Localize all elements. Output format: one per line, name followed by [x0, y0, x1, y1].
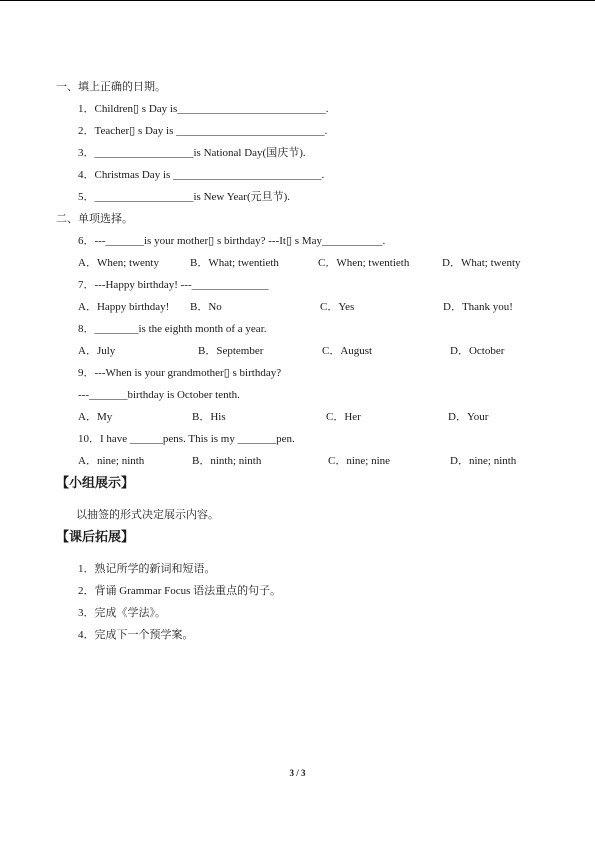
question-10-stem: 10．I have ______pens. This is my _______pen. [78, 433, 295, 445]
after-item-2: 2．背诵 Grammar Focus 语法重点的句子。 [78, 585, 282, 597]
group-text: 以抽签的形式决定展示内容。 [76, 509, 219, 521]
q7-option-b: B．No [190, 301, 222, 313]
section2-title: 二、单项选择。 [56, 213, 133, 225]
question-8-stem: 8．________is the eighth month of a year. [78, 323, 267, 335]
q10-option-a: A．nine; ninth [78, 455, 145, 467]
q10-option-c: C．nine; nine [328, 455, 391, 467]
q7-option-a: A．Happy birthday! [78, 301, 170, 313]
question-7-stem: 7．---Happy birthday! ---______________ [78, 279, 269, 291]
question-9-stem: 9．---When is your grandmother▯ s birthday? [78, 367, 282, 379]
page-number: 3 / 3 [289, 768, 306, 778]
q8-option-a: A．July [78, 345, 116, 357]
after-item-4: 4．完成下一个预学案。 [78, 629, 194, 641]
q9-option-c: C．Her [326, 411, 361, 423]
q6-option-b: B．What; twentieth [190, 257, 279, 269]
q10-option-d: D．nine; ninth [450, 455, 517, 467]
section1-title: 一、填上正确的日期。 [56, 81, 166, 93]
q8-option-b: B．September [198, 345, 264, 357]
q8-option-c: C．August [322, 345, 373, 357]
fill-item-2: 2．Teacher▯ s Day is ___________________________. [78, 125, 328, 137]
fill-item-3: 3．__________________is National Day(国庆节). [78, 147, 306, 159]
q6-option-a: A．When; twenty [78, 257, 159, 269]
q9-option-b: B．His [192, 411, 226, 423]
q9-option-a: A．My [78, 411, 113, 423]
q7-option-c: C．Yes [320, 301, 355, 313]
group-heading: 【小组展示】 [56, 476, 135, 491]
fill-item-1: 1．Children▯ s Day is___________________________. [78, 103, 329, 115]
q10-option-b: B．ninth; ninth [192, 455, 262, 467]
question-9-stem-answer-line: ---_______birthday is October tenth. [78, 389, 240, 401]
fill-item-5: 5．__________________is New Year(元旦节). [78, 191, 291, 203]
after-item-1: 1．熟记所学的新词和短语。 [78, 563, 216, 575]
after-class-heading: 【课后拓展】 [56, 530, 135, 545]
top-rule [0, 0, 595, 1]
after-item-3: 3．完成《学法》。 [78, 607, 166, 619]
q6-option-d: D．What; twenty [442, 257, 521, 269]
q9-option-d: D．Your [448, 411, 489, 423]
q7-option-d: D．Thank you! [443, 301, 513, 313]
question-6-stem: 6．---_______is your mother▯ s birthday? ---It▯ s May___________. [78, 235, 386, 247]
fill-item-4: 4．Christmas Day is ___________________________. [78, 169, 325, 181]
q8-option-d: D．October [450, 345, 505, 357]
q6-option-c: C．When; twentieth [318, 257, 410, 269]
